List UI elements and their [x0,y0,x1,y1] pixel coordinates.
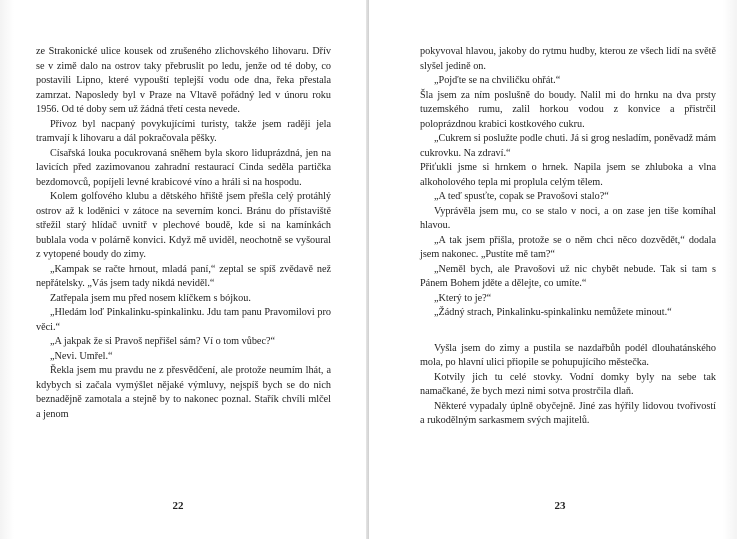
page-number-right: 23 [554,500,566,512]
paragraph: Vyprávěla jsem mu, co se stalo v noci, a on zase jen tiše komíhal hlavou. [420,205,716,231]
paragraph: Zatřepala jsem mu před nosem klíčkem s bójkou. [50,292,251,304]
paragraph: Řekla jsem mu pravdu ne z přesvědčení, ale protože neumím lhát, a kdybych si začala vymýšlet nějaké výmluvy, nejspíš bych se do nich beznadějně zamotala a stejně by to nakonec poznal. Stařík chvíli mlčel a jenom [36,365,331,420]
paragraph: „Žádný strach, Pinkalinku-spinkalinku nemůžete minout.“ [434,307,672,318]
left-page [0,0,368,539]
paragraph: Kotvily jich tu celé stovky. Vodní domky byly na sebe tak namačkané, že bych mezi nimi sotva prostrčila dlaň. [420,371,716,397]
paragraph: „A jakpak že si Pravoš nepřišel sám? Ví o tom vůbec?“ [50,336,276,347]
paragraph: „A teď spusťte, copak se Pravošovi stalo?“ [434,191,609,202]
paragraph: Vyšla jsem do zimy a pustila se nazdařbůh podél dlouhatánského mola, po hlavní ulici přiopile se pohupujícího městečka. [420,342,716,368]
paragraph: „Neměl bych, ale Pravošovi už nic chybět nebude. Tak si tam s Pánem Bohem jděte a dělejte, co umíte.“ [420,263,716,289]
paragraph: „Pojďte se na chviličku ohřát.“ [434,75,561,86]
paragraph: Kolem golfového klubu a dětského hřiště jsem přešla celý protáhlý ostrov až k loděnici v zátoce na severním konci. Bránu do přístaviště střežil starý hlídač uvnitř v plechové boudě, kde si na kamínkách bublala voda v polárně konvici. Když mě uviděl, neochotně se vyšoural z vytopené boudy do zimy. [36,191,331,260]
paragraph: „Nevi. Umřel.“ [50,350,113,362]
paragraph: „Kampak se račte hrnout, mladá paní,“ zeptal se spíš zvědavě než nepřátelsky. „Vás jsem tady nikdá neviděl.“ [36,263,331,289]
paragraph: ze Strakonické ulice kousek od zrušeného zlichovského lihovaru. Dřív se v zimě dalo na ostrov taky přebruslit po ledu, jenže od té doby, co postavili Lipno, které vypouští teplejší vodu ode dna, řeka přestala zamrzat. Naposledy byl v Praze na Vltavě pořádný led v únoru roku 1956. Od té doby sem už žádná třetí cesta nevede. [36,46,331,115]
paragraph: „Který to je?“ [434,292,492,304]
left-page-text [36,45,331,422]
page-number-left: 22 [172,500,184,512]
paragraph: „A tak jsem přišla, protože se o něm chci něco dozvědět,“ dodala jsem nakonec. „Pustíte mě tam?“ [420,234,716,260]
paragraph: „Hledám loď Pinkalinku-spinkalinku. Jdu tam panu Pravomilovi pro věci.“ [36,307,331,333]
paragraph: Přívoz byl nacpaný povykujícími turisty, takže jsem raději jela tramvají k lihovaru a dál pokračovala pěšky. [36,118,331,144]
paragraph: „Cukrem si poslužte podle chuti. Já si grog nesladím, poněvadž mám cukrovku. Na zdraví.“ [420,133,716,159]
paragraph: Některé vypadaly úplně obyčejně. Jiné zas hýřily lidovou tvořivostí a rukodělným sarkasmem svých majitelů. [420,400,716,426]
paragraph: Šla jsem za ním poslušně do boudy. Nalil mi do hrnku na dva prsty tuzemského rumu, zalil horkou vodou z konvice a přistrčil poloprázdnou krabici kostkového cukru. [420,89,716,130]
paragraph: Císařská louka pocukrovaná sněhem byla skoro liduprázdná, jen na lavicích před zazimovanou zahradní restaurací Cinda seděla partička bezdomovců, popíjeli levné krabicové víno a hráli si na hospodu. [36,147,331,188]
paragraph: pokyvoval hlavou, jakoby do rytmu hudby, kterou ze všech lidí na světě slyšel jedině on. [420,46,716,72]
paragraph: Přiťukli jsme si hrnkem o hrnek. Napila jsem se zhluboka a vlna alkoholového tepla mi proplula celým tělem. [420,162,716,188]
right-page-text [420,45,716,429]
